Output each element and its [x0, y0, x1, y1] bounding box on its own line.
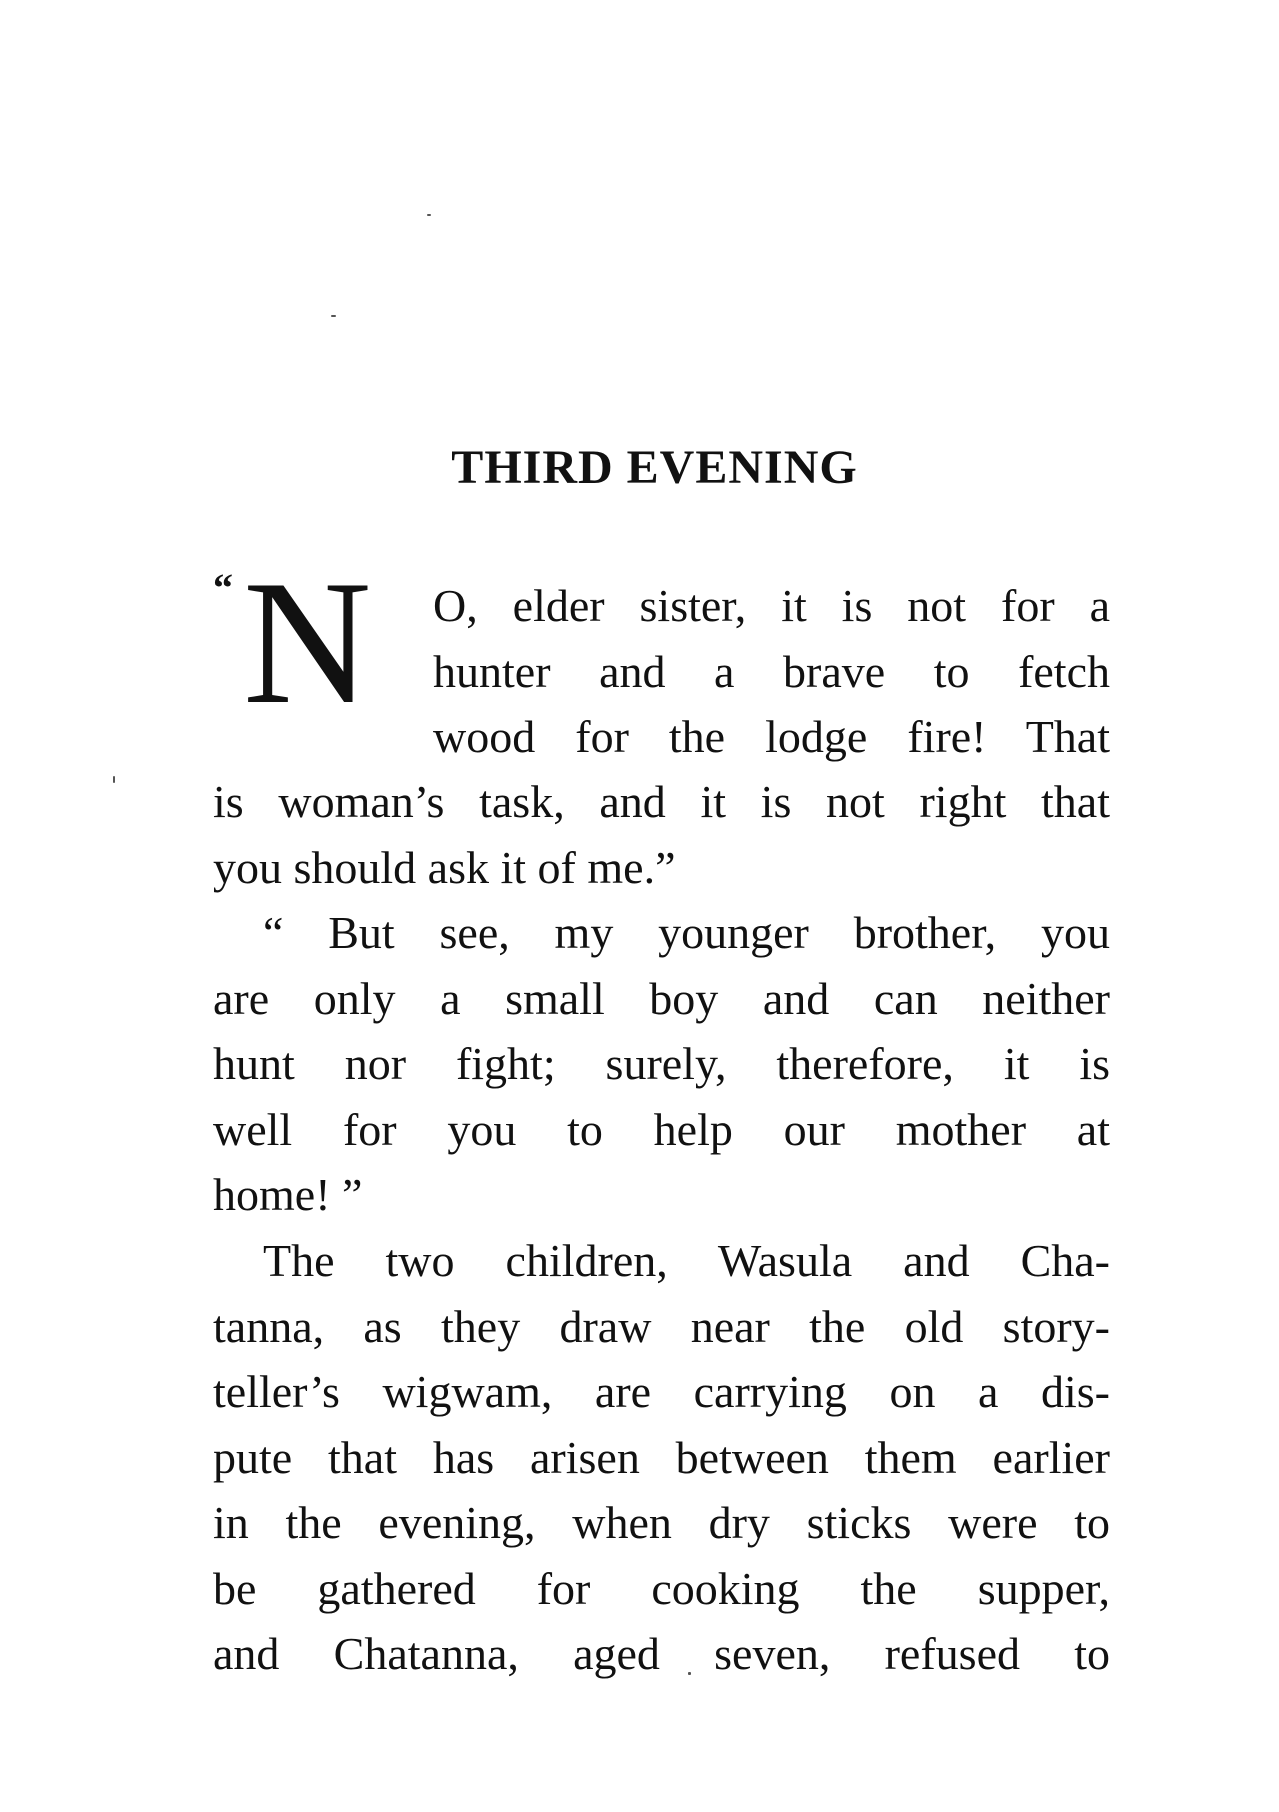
text-line: pute that has arisen between them earlier: [213, 1431, 1110, 1483]
scan-speck: [113, 776, 115, 783]
text-line: hunt nor fight; surely, therefore, it is: [213, 1038, 1110, 1089]
drop-cap-letter: N: [243, 543, 372, 741]
text-line: well for you to help our mother at: [213, 1103, 1110, 1155]
text-line: is woman’s task, and it is not right that: [213, 776, 1110, 827]
text-line: wood for the lodge fire! That: [433, 711, 1110, 762]
text-line: teller’s wigwam, are carrying on a dis-: [213, 1366, 1110, 1417]
text-line: hunter and a brave to fetch: [433, 645, 1110, 697]
paragraph-1-indented: [433, 573, 1110, 770]
text-line: home! ”: [213, 1169, 363, 1220]
text-line: O, elder sister, it is not for a: [433, 580, 1110, 631]
scan-speck: [331, 315, 336, 317]
text-line: The two children, Wasula and Cha-: [263, 1235, 1110, 1286]
paragraph-2: [213, 900, 1110, 1228]
text-line: you should ask it of me.”: [213, 841, 676, 893]
text-line: in the evening, when dry sticks were to: [213, 1497, 1110, 1548]
opening-quote: “: [213, 565, 233, 610]
paragraph-3: [213, 1228, 1110, 1687]
text-line: and Chatanna, aged seven, refused to: [213, 1628, 1110, 1679]
paragraph-1-continued: [213, 769, 1110, 900]
text-line: are only a small boy and can neither: [213, 972, 1110, 1024]
scan-speck: [427, 214, 431, 216]
text-line: tanna, as they draw near the old story-: [213, 1300, 1110, 1352]
chapter-title: THIRD EVENING: [451, 441, 858, 494]
text-line: “ But see, my younger brother, you: [263, 907, 1110, 958]
text-line: be gathered for cooking the supper,: [213, 1562, 1110, 1614]
